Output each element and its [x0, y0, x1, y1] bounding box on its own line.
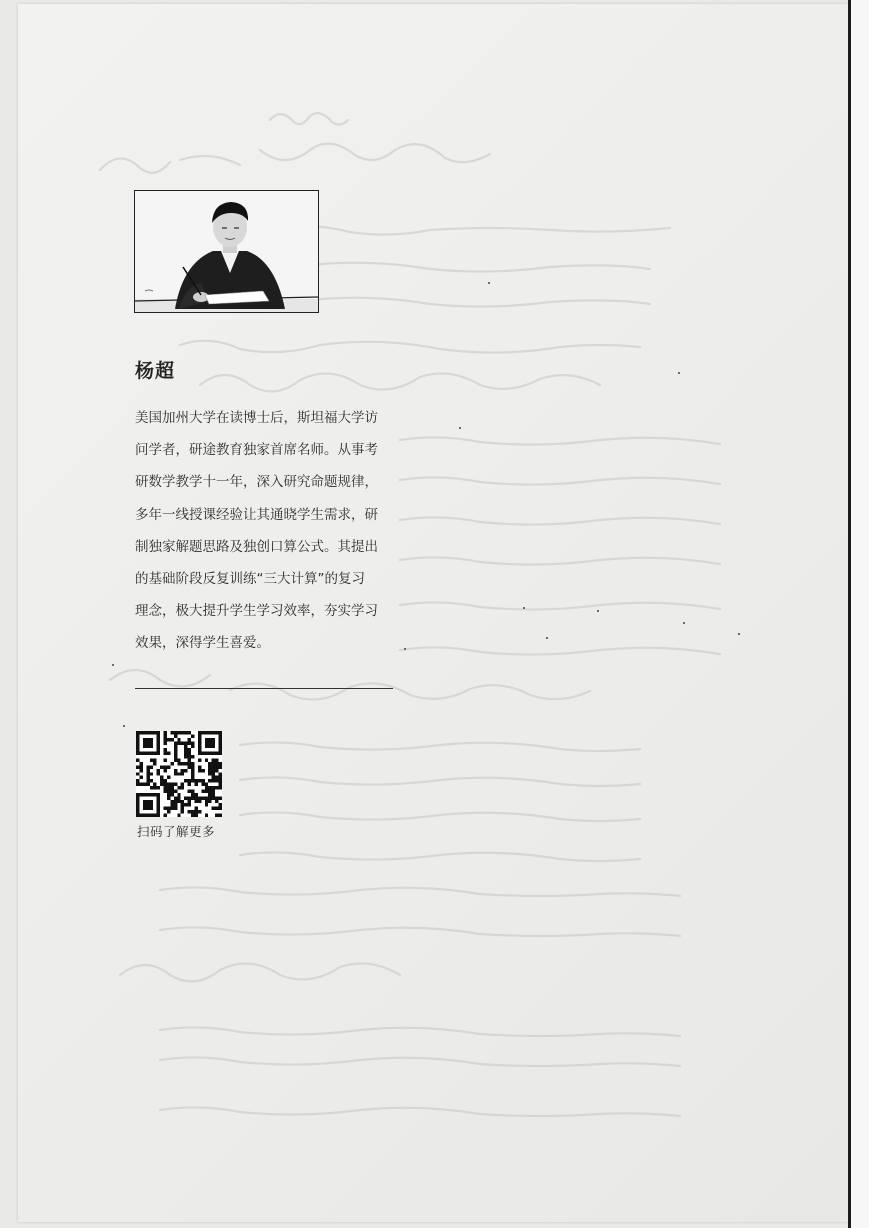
scan-speck	[683, 622, 685, 624]
bio-line: 效果，深得学生喜爱。	[135, 635, 270, 652]
scan-speck	[123, 725, 125, 727]
bio-line: 制独家解题思路及独创口算公式。其提出	[135, 538, 378, 555]
scan-speck	[597, 610, 599, 612]
bio-line: 理念，极大提升学生学习效率，夯实学习	[135, 603, 378, 620]
bio-line: 的基础阶段反复训练“三大计算”的复习	[135, 571, 365, 588]
author-name: 杨超	[135, 360, 176, 382]
scan-speck	[523, 607, 525, 609]
bio-line: 问学者，研途教育独家首席名师。从事考	[135, 442, 378, 459]
scan-speck	[112, 664, 114, 666]
bio-line: 研数学教学十一年，深入研究命题规律，	[135, 474, 378, 491]
scan-speck	[404, 648, 406, 650]
scan-speck	[678, 372, 680, 374]
scan-margin	[851, 0, 869, 1228]
scan-speck	[738, 633, 740, 635]
author-bio	[135, 402, 397, 660]
scan-speck	[546, 637, 548, 639]
qr-code[interactable]	[136, 731, 222, 817]
section-divider	[135, 688, 393, 689]
author-photo	[134, 190, 319, 313]
scan-speck	[488, 282, 490, 284]
scan-speck	[459, 427, 461, 429]
bio-line: 美国加州大学在读博士后，斯坦福大学访	[135, 410, 378, 426]
bio-line: 多年一线授课经验让其通晓学生需求，研	[135, 506, 378, 523]
qr-caption: 扫码了解更多	[137, 824, 216, 839]
